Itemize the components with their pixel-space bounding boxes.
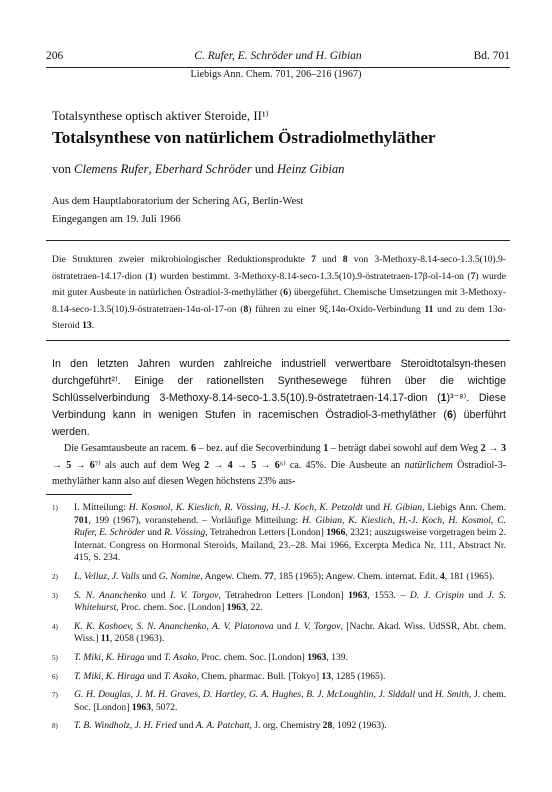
compound-number: 1: [440, 392, 447, 404]
reaction-route: 2 → 3 → 5 → 6: [52, 443, 506, 471]
footnote-text: L. Velluz, J. Valls und G. Nomine, Angew. Chem. 77, 185 (1965); Angew. Chem. internat. Edit. 4, 181 (1965).: [74, 570, 495, 582]
footnote: [52, 571, 506, 584]
byline: [52, 162, 344, 177]
footnote-number: 7): [52, 691, 58, 700]
footnote: [52, 621, 506, 646]
footnote-number: 4): [52, 622, 58, 631]
footnote: [52, 590, 506, 615]
body-paragraph-yield: Die Gesamtausbeute an racem. 6 – bez. auf die Secoverbindung 1 – beträgt dabei sowohl auf dem Weg 2 → 3 → 5 → 6⁷⁾ als auch auf dem Weg 2 → 4 → 5 → 6⁶⁾ ca. 45%. Die Ausbeute an natürlichem Östradiol-3-methyläther kann also auf diesen Wegen höchstens 23% aus-: [52, 443, 506, 487]
body-paragraph-intro: In den letzten Jahren wurden zahlreiche industriell verwertbare Steroidtotalsyn-thesen durchgeführt²⁾. Einige der rationellsten Synthesewege führen über die wichtige Schlüsselverbindung 3-Methoxy-8.14-seco-1.3.5(10).9-östratetraen-14.17-dion (1)³⁻⁸⁾. Diese Verbindung kann in wenigen Stufen in racemischen Östradiol-3-methyläther (6) überführt werden.: [52, 358, 506, 438]
compound-number: 13: [82, 320, 92, 331]
page-number: 206: [46, 50, 64, 62]
footnote: [52, 671, 506, 684]
article-title: Totalsynthese von natürlichem Östradiolmethyläther: [52, 128, 436, 147]
author-name: Clemens Rufer: [74, 162, 149, 176]
series-title: Totalsynthese optisch aktiver Steroide, II¹⁾: [52, 109, 269, 123]
footnote: [52, 689, 506, 714]
abstract-top-rule: [46, 240, 510, 241]
abstract-bottom-rule: [46, 340, 510, 341]
footnote-text: G. H. Douglas, J. M. H. Graves, D. Hartley, G. A. Hughes, B. J. McLoughlin, J. Siddall und H. Smith, J. chem. Soc. [London] 1963, 5072.: [74, 689, 507, 713]
footnote: [52, 502, 506, 565]
footnote-text: S. N. Ananchenko und I. V. Torgov, Tetrahedron Letters [London] 1963, 1553. – D. J. Crispin und J. S. Whitehurst, Proc. chem. Soc. [London] 1963, 22.: [74, 589, 506, 614]
footnote-number: 1): [52, 504, 58, 512]
compound-number: 8: [342, 254, 348, 265]
footnote-number: 2): [52, 572, 58, 581]
footnote: [52, 652, 506, 665]
footnote-rule: [46, 494, 132, 495]
header-rule: [46, 67, 510, 68]
footnote-text: T. B. Windholz, J. H. Fried und A. A. Patchatt, J. org. Chemistry 28, 1092 (1963).: [74, 720, 387, 732]
compound-number: 7: [311, 254, 316, 265]
abstract: Die Strukturen zweier mikrobiologischer Reduktionsprodukte 7 und 8 von 3-Methoxy-8.14-seco-1.3.5(10).9-östratetraen-14.17-dion (1) wurden bestimmt. 3-Methoxy-8.14-seco-1.3.5(10).9-östratetraen-17β-ol-14-on (7) wurde mit guter Ausbeute in natürlichen Östradiol-3-methyläther (6) übergeführt. Chemische Umsetzungen mit 3-Methoxy-8.14-seco-1.3.5(10).9-östratetraen-14α-ol-17-on (8) führen zu einer 9ξ.14α-Oxido-Verbindung 11 und zu dem 13α-Steroid 13.: [52, 254, 507, 331]
running-header: [46, 50, 510, 66]
author-name: Eberhard Schröder: [154, 162, 252, 176]
footnote-text: T. Miki, K. Hiraga und T. Asako, Proc. chem. Soc. [London] 1963, 139.: [74, 651, 348, 663]
compound-number: 6: [283, 287, 289, 298]
byline-separator: und: [251, 162, 277, 176]
volume-label: Bd. 701: [473, 50, 510, 62]
footnote-text: I. Mitteilung: H. Kosmol, K. Kieslich, R. Vössing, H.-J. Koch, K. Petzoldt und H. Gibian, Liebigs Ann. Chem. 701, 199 (1967), voranstehend. – Vorläufige Mitteilung: H. Gibian, K. Kieslich, H.-J. Koch, H. Kosmol, C. Rufer, E. Schröder und R. Vössing, Tetrahedron Letters [London] 1966, 2321; auszugsweise vorgetragen beim 2. Internat. Congress on Hormonal Steroids, Mailand, 23.–28. Mai 1966, Excerpta Medica Nr. 111, Abstract Nr. 415, S. 234.: [74, 502, 507, 564]
footnote-number: 3): [52, 591, 58, 600]
footnote-number: 8): [52, 722, 58, 731]
byline-prefix: von: [52, 162, 75, 176]
footnotes: [52, 502, 506, 739]
compound-number: 6: [190, 443, 196, 454]
emphasis: natürlichem: [404, 459, 453, 471]
journal-citation: Liebigs Ann. Chem. 701, 206–216 (1967): [190, 69, 362, 80]
byline-separator: ,: [148, 162, 155, 176]
compound-number: 1: [323, 443, 329, 454]
running-header-authors: C. Rufer, E. Schröder und H. Gibian: [194, 50, 362, 62]
compound-number: 7: [470, 270, 476, 282]
affiliation: Aus dem Hauptlaboratorium der Schering AG, Berlin-West: [52, 196, 304, 207]
footnote-text: K. K. Koshoev, S. N. Ananchenko, A. V. Platonova und I. V. Torgov, [Nachr. Akad. Wiss. UdSSR, Abt. chem. Wiss.] 11, 2058 (1963).: [74, 620, 506, 645]
footnote-text: T. Miki, K. Hiraga und T. Asako, Chem. pharmac. Bull. [Tokyo] 13, 1285 (1965).: [74, 670, 386, 682]
footnote-number: 5): [52, 653, 58, 662]
footnote-number: 6): [52, 672, 58, 681]
compound-number: 1: [148, 270, 154, 282]
compound-number: 11: [424, 303, 434, 315]
compound-number: 6: [446, 409, 453, 421]
footnote: [52, 720, 506, 733]
author-name: Heinz Gibian: [276, 162, 345, 176]
reaction-route: 2 → 4 → 5 → 6: [204, 459, 280, 471]
compound-number: 8: [243, 303, 249, 315]
received-date: Eingegangen am 19. Juli 1966: [52, 214, 181, 225]
